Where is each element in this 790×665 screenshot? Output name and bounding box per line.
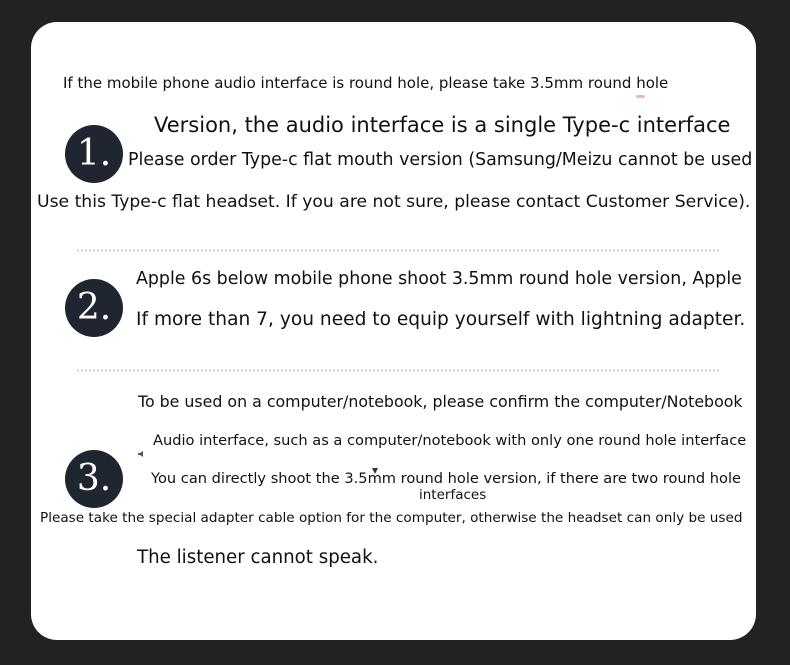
section3-line3a: You can directly shoot the 3.5mm round hole version, if there are two round hole <box>151 470 741 487</box>
divider-1 <box>76 249 719 252</box>
section1-line1: Version, the audio interface is a single Type-c interface <box>154 113 731 137</box>
divider-2 <box>76 369 719 372</box>
section2-line2: If more than 7, you need to equip yourself with lightning adapter. <box>136 309 746 330</box>
section1-line3: Use this Type-c flat headset. If you are not sure, please contact Customer Service). <box>37 192 751 212</box>
step-badge-2: 2. <box>65 279 123 337</box>
section3-line4: Please take the special adapter cable option for the computer, otherwise the headset can only be used <box>40 510 743 526</box>
decorative-mark <box>636 95 645 98</box>
section3-line3b: interfaces <box>419 487 487 503</box>
section1-line2: Please order Type-c flat mouth version (Samsung/Meizu cannot be used <box>128 150 753 170</box>
section3-line1: To be used on a computer/notebook, please confirm the computer/Notebook <box>138 392 743 411</box>
section2-line1: Apple 6s below mobile phone shoot 3.5mm round hole version, Apple <box>136 269 742 289</box>
speaker-icon <box>138 442 146 448</box>
section3-line2: Audio interface, such as a computer/notebook with only one round hole interface <box>153 432 747 449</box>
step-badge-1: 1. <box>65 125 123 183</box>
step-badge-3: 3. <box>65 450 123 508</box>
pointer-mark <box>372 459 378 465</box>
section3-line5: The listener cannot speak. <box>137 547 379 568</box>
section1-intro: If the mobile phone audio interface is round hole, please take 3.5mm round hole <box>63 74 669 92</box>
